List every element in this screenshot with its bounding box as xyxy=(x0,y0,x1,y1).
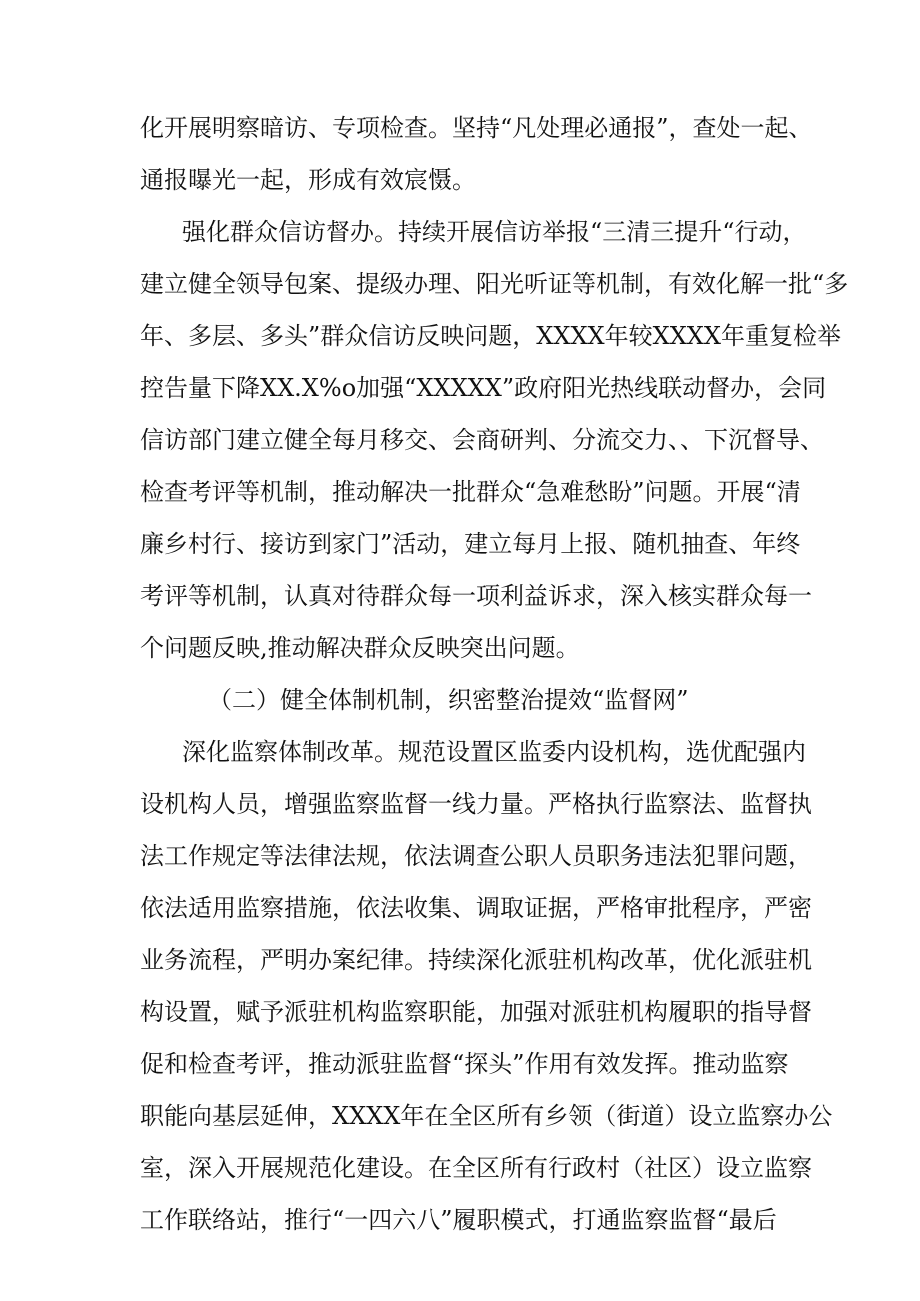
text-line: 个问题反映,推动解决群众反映突出问题。 xyxy=(140,634,580,662)
text-line: 业务流程，严明办案纪律。持续深化派驻机构改革，优化派驻机 xyxy=(140,946,812,974)
text-line: 设机构人员，增强监察监督一线力量。严格执行监察法、监督执 xyxy=(140,790,812,818)
text-line: 廉乡村行、接访到家门”活动，建立每月上报、随机抽查、年终 xyxy=(140,530,801,558)
text-line: 信访部门建立健全每月移交、会商研判、分流交力、、下沉督导、 xyxy=(140,426,824,454)
text-line: 检查考评等机制，推动解决一批群众“急难愁盼”问题。开展“清 xyxy=(140,478,801,506)
text-line: 职能向基层延伸，XXXX年在全区所有乡领（街道）设立监察办公 xyxy=(140,1102,833,1130)
text-line: 依法适用监察措施，依法收集、调取证据，严格审批程序，严密 xyxy=(140,894,812,922)
paragraph-first-line: 深化监察体制改革。规范设置区监委内设机构，选优配强内 xyxy=(182,738,806,766)
text-line: 建立健全领导包案、提级办理、阳光听证等机制，有效化解一批“多 xyxy=(140,270,849,298)
text-line: 化开展明察暗访、专项检查。坚持“凡处理必通报”，查处一起、 xyxy=(140,114,813,142)
section-heading: （二）健全体制机制，织密整治提效“监督网” xyxy=(208,686,689,714)
text-line: 工作联络站，推行“一四六八”履职模式，打通监察监督“最后 xyxy=(140,1206,777,1234)
paragraph-first-line: 强化群众信访督办。持续开展信访举报“三清三提升“行动， xyxy=(182,218,807,246)
text-line: 年、多层、多头”群众信访反映问题，XXXX年较XXXX年重复检举 xyxy=(140,322,841,350)
text-line: 构设置，赋予派驻机构监察职能，加强对派驻机构履职的指导督 xyxy=(140,998,812,1026)
text-line: 促和检查考评，推动派驻监督“探头”作用有效发挥。推动监察 xyxy=(140,1050,789,1078)
text-line: 控告量下降XX.X%o加强“XXXXX”政府阳光热线联动督办，会同 xyxy=(140,374,827,402)
text-line: 考评等机制，认真对待群众每一项利益诉求，深入核实群众每一 xyxy=(140,582,812,610)
text-line: 法工作规定等法律法规，依法调查公职人员职务违法犯罪问题， xyxy=(140,842,812,870)
text-line: 通报曝光一起，形成有效宸慑。 xyxy=(140,166,476,194)
text-line: 室，深入开展规范化建设。在全区所有行政村（社区）设立监察 xyxy=(140,1154,812,1182)
